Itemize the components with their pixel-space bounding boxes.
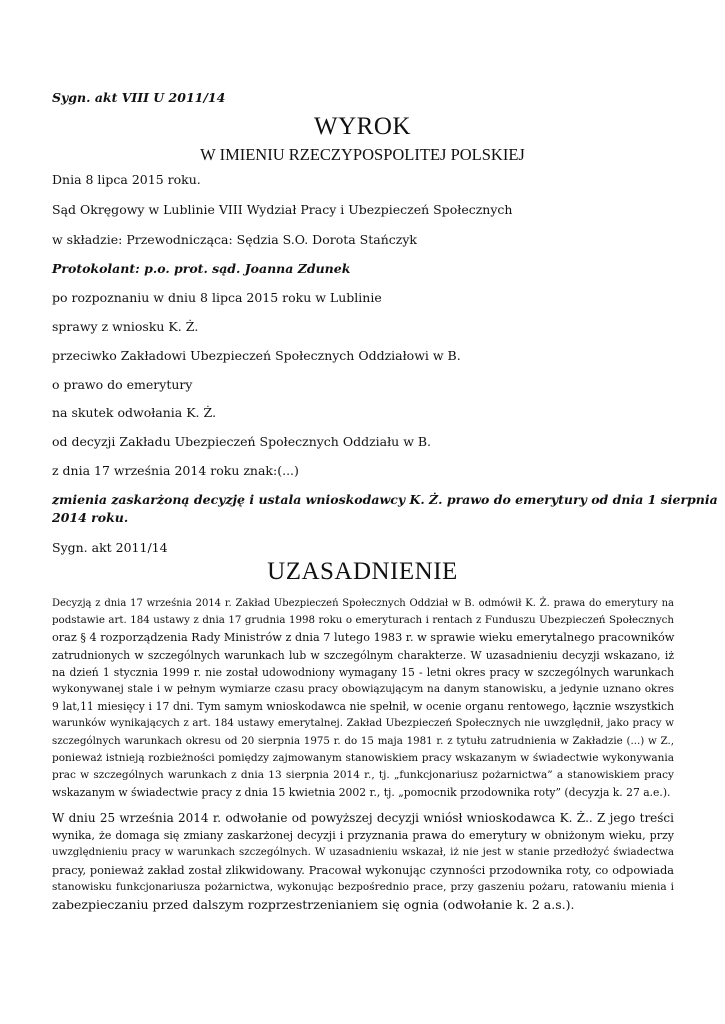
case-signature: Sygn. akt VIII U 2011/14 <box>52 90 226 105</box>
paragraph-line: zatrudnionych w szczególnych warunkach lub w szczególnym charakterze. W uzasadnieniu decyzji wskazano, iż <box>52 648 674 662</box>
paragraph-line: 9 lat,11 miesięcy i 17 dni. Tym samym wnioskodawca nie spełnił, w ocenie organu rentowego, łącznie wszystkich <box>52 700 674 714</box>
justification-paragraph-1 <box>52 595 674 801</box>
ruling-line-2: 2014 roku. <box>52 510 129 525</box>
court-line: Sąd Okręgowy w Lublinie VIII Wydział Pracy i Ubezpieczeń Społecznych <box>52 202 513 217</box>
hearing-line: po rozpoznaniu w dniu 8 lipca 2015 roku w Lublinie <box>52 290 382 305</box>
judgment-title: WYROK <box>314 113 411 140</box>
justification-title: UZASADNIENIE <box>267 558 458 585</box>
paragraph-line: uwzględnieniu pracy w warunkach szczególnych. W uzasadnieniu wskazał, iż nie jest w stanie przedłożyć świadectwa <box>52 846 674 859</box>
paragraph-line: na dzień 1 stycznia 1999 r. nie został udowodniony wymagany 15 - letni okres pracy w szczególnych warunkach <box>52 665 674 679</box>
justification-paragraph-2 <box>52 810 674 913</box>
paragraph-line: W dniu 25 września 2014 r. odwołanie od powyższej decyzji wniósł wnioskodawca K. Ż.. Z jego treści <box>52 811 674 825</box>
date-line: Dnia 8 lipca 2015 roku. <box>52 172 201 187</box>
paragraph-line: wskazanym w świadectwie pracy z dnia 15 kwietnia 2002 r., tj. „pomocnik przodownika roty” (decyzja k. 27 a.e.). <box>52 786 671 800</box>
paragraph-line: warunków wynikających z art. 184 ustawy emerytalnej. Zakład Ubezpieczeń Społecznych nie uwzględnił, jako pracy w <box>52 717 674 730</box>
ruling-line-1: zmienia zaskarżoną decyzję i ustala wnioskodawcy K. Ż. prawo do emerytury od dnia 1 sierpnia <box>52 492 718 507</box>
paragraph-line: Decyzją z dnia 17 września 2014 r. Zakład Ubezpieczeń Społecznych Oddział w B. odmówił K. Ż. prawa do emerytury na <box>52 598 674 609</box>
clerk-line: Protokolant: p.o. prot. sąd. Joanna Zdunek <box>52 261 351 276</box>
paragraph-line: oraz § 4 rozporządzenia Rady Ministrów z dnia 7 lutego 1983 r. w sprawie wieku emerytalnego pracowników <box>52 631 675 645</box>
paragraph-line: stanowisku funkcjonariusza pożarnictwa, wykonując bezpośrednio prace, przy gaszeniu pożaru, ratowaniu mienia i <box>52 880 674 893</box>
paragraph-line: podstawie art. 184 ustawy z dnia 17 grudnia 1998 roku o emeryturach i rentach z Funduszu Ubezpieczeń Społecznych <box>52 614 674 627</box>
decision-date-line: z dnia 17 września 2014 roku znak:(...) <box>52 463 299 478</box>
paragraph-line: zabezpieczaniu przed dalszym rozprzestrzenianiem się ognia (odwołanie k. 2 a.s.). <box>52 897 575 913</box>
paragraph-line: prac w szczególnych warunkach z dnia 13 sierpnia 2014 r., tj. „funkcjonariusz pożarnictwa” a stanowiskiem pracy <box>52 769 674 782</box>
case-line: sprawy z wniosku K. Ż. <box>52 319 199 334</box>
paragraph-line: pracy, ponieważ zakład został zlikwidowany. Pracował wykonując czynności przodownika roty, co odpowiada <box>52 863 674 877</box>
paragraph-line: wynika, że domaga się zmiany zaskarżonej decyzji i przyznania prawa do emerytury w obniżonym wieku, przy <box>52 829 674 843</box>
paragraph-line: szczególnych warunkach okresu od 20 sierpnia 1975 r. do 15 maja 1981 r. z tytułu zatrudnienia w Zakładzie (...) w Z., <box>52 734 674 747</box>
against-line: przeciwko Zakładowi Ubezpieczeń Społecznych Oddziałowi w B. <box>52 348 461 363</box>
subject-line: o prawo do emerytury <box>52 377 193 392</box>
judgment-subtitle: W IMIENIU RZECZYPOSPOLITEJ POLSKIEJ <box>200 145 525 164</box>
decision-line: od decyzji Zakładu Ubezpieczeń Społecznych Oddziału w B. <box>52 434 432 449</box>
paragraph-line: wykonywanej stale i w pełnym wymiarze czasu pracy obowiązującym na danym stanowisku, a jedynie uznano okres <box>52 683 674 696</box>
composition-line: w składzie: Przewodnicząca: Sędzia S.O. Dorota Stańczyk <box>52 232 417 247</box>
signature-short: Sygn. akt 2011/14 <box>52 540 168 555</box>
appeal-line: na skutek odwołania K. Ż. <box>52 405 217 420</box>
paragraph-line: ponieważ istnieją rozbieżności pomiędzy zajmowanym stanowiskiem pracy wskazanym w świadectwie wykonywania <box>52 751 674 764</box>
